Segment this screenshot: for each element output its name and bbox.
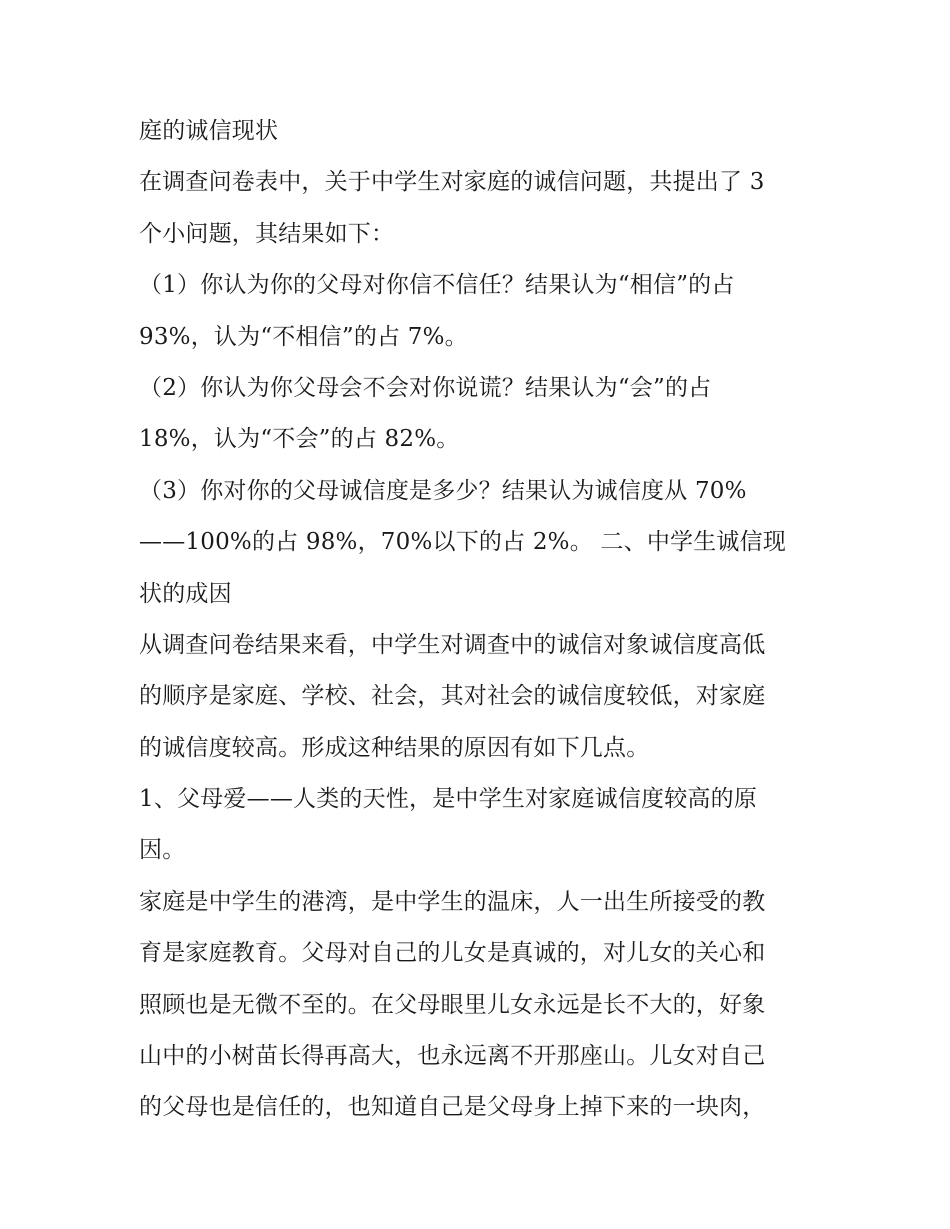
text-line: ——100%的占 98%，70%以下的占 2%。 二、中学生诚信现 <box>139 529 787 556</box>
text-line: （2）你认为你父母会不会对你说谎？结果认为“会”的占 <box>139 374 712 401</box>
text-line: 个小问题，其结果如下： <box>139 220 395 247</box>
text-line: 育是家庭教育。父母对自己的儿女是真诚的，对儿女的关心和 <box>139 940 766 967</box>
text-line: 的顺序是家庭、学校、社会，其对社会的诚信度较低，对家庭 <box>139 683 766 710</box>
text-line: 在调查问卷表中，关于中学生对家庭的诚信问题，共提出了 3 <box>139 169 765 196</box>
text-line: 的诚信度较高。形成这种结果的原因有如下几点。 <box>139 734 650 761</box>
text-line: 从调查问卷结果来看，中学生对调查中的诚信对象诚信度高低 <box>139 631 766 658</box>
text-line: 1、父母爱——人类的天性，是中学生对家庭诚信度较高的原 <box>139 786 758 813</box>
text-line: 因。 <box>139 837 186 864</box>
body-text <box>139 106 819 1134</box>
text-line: 山中的小树苗长得再高大，也永远离不开那座山。儿女对自己 <box>139 1043 766 1070</box>
text-line: 18%，认为“不会”的占 82%。 <box>139 426 460 453</box>
text-line: （1）你认为你的父母对你信不信任？结果认为“相信”的占 <box>139 272 735 299</box>
text-line: 照顾也是无微不至的。在父母眼里儿女永远是长不大的，好象 <box>139 991 766 1018</box>
text-line: （3）你对你的父母诚信度是多少？结果认为诚信度从 70% <box>139 477 747 504</box>
text-line: 庭的诚信现状 <box>139 118 279 144</box>
text-line: 家庭是中学生的港湾，是中学生的温床，人一出生所接受的教 <box>139 888 766 915</box>
text-line: 93%，认为“不相信”的占 7%。 <box>139 323 468 350</box>
text-line: 的父母也是信任的，也知道自己是父母身上掉下来的一块肉， <box>139 1094 766 1121</box>
text-line: 状的成因 <box>139 580 232 607</box>
